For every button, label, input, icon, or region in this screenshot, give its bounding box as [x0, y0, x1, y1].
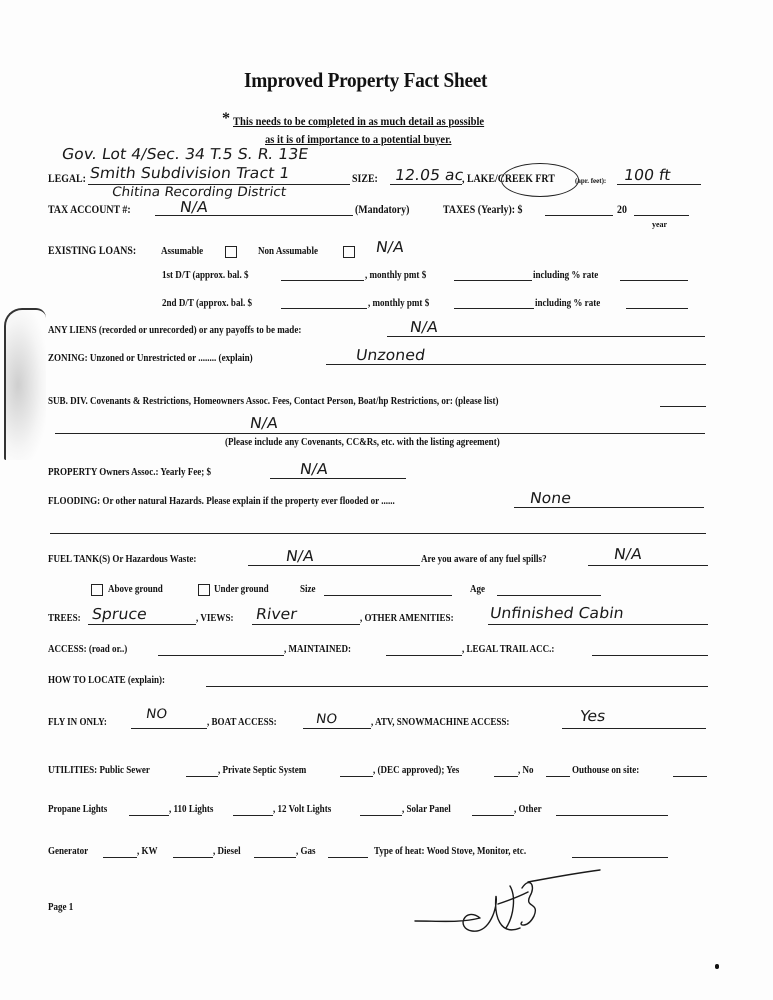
septic-field[interactable] — [340, 776, 373, 777]
dec-no-field[interactable] — [546, 776, 570, 777]
volt-12-field[interactable] — [360, 815, 402, 816]
poa-value: N/A — [298, 460, 330, 478]
first-dt-balance-field[interactable] — [281, 280, 364, 281]
gas-label: , Gas — [296, 846, 316, 857]
utilities-label: UTILITIES: Public Sewer — [48, 765, 150, 776]
tank-age-label: Age — [470, 584, 486, 595]
locate-field[interactable] — [206, 686, 708, 687]
creek-circle-mark — [501, 163, 579, 197]
frontage-field[interactable] — [617, 184, 701, 185]
subdiv-value: N/A — [248, 414, 280, 432]
views-value: River — [254, 605, 299, 623]
access-label: ACCESS: (road or..) — [48, 644, 128, 655]
non-assumable-checkbox[interactable] — [343, 246, 355, 258]
first-dt-label: 1st D/T (approx. bal. $ — [162, 270, 249, 281]
taxes-label: TAXES (Yearly): $ — [443, 204, 523, 216]
views-field[interactable] — [252, 624, 360, 625]
heat-type-label: Type of heat: Wood Stove, Monitor, etc. — [374, 846, 527, 857]
above-ground-checkbox[interactable] — [91, 584, 103, 596]
under-ground-checkbox[interactable] — [198, 584, 210, 596]
access-field[interactable] — [158, 655, 284, 656]
second-dt-rate-field[interactable] — [626, 308, 688, 309]
fly-in-field[interactable] — [131, 728, 207, 729]
amenities-value: Unfinished Cabin — [488, 604, 626, 622]
amenities-field[interactable] — [488, 624, 708, 625]
dec-no-label: , No — [518, 765, 534, 776]
assumable-checkbox[interactable] — [225, 246, 237, 258]
under-ground-label: Under ground — [214, 584, 269, 595]
subdiv-note: (Please include any Covenants, CC&Rs, etc. with the listing agreement) — [225, 437, 500, 448]
tax-account-label: TAX ACCOUNT #: — [48, 204, 131, 216]
solar-panel-label: , Solar Panel — [402, 804, 451, 815]
fuel-label: FUEL TANK(S) Or Hazardous Waste: — [48, 554, 197, 565]
maintained-label: , MAINTAINED: — [284, 644, 352, 655]
tax-account-value: N/A — [178, 198, 210, 216]
atv-access-value: Yes — [578, 707, 607, 725]
page-number: Page 1 — [48, 902, 74, 913]
lights-110-label: , 110 Lights — [169, 804, 214, 815]
boat-access-label: , BOAT ACCESS: — [207, 717, 277, 728]
subdiv-field-2[interactable] — [55, 433, 705, 434]
legal-trail-label: , LEGAL TRAIL ACC.: — [462, 644, 555, 655]
taxes-field[interactable] — [545, 215, 613, 216]
outhouse-field[interactable] — [673, 776, 707, 777]
views-label: , VIEWS: — [196, 613, 234, 624]
volt-12-label: , 12 Volt Lights — [273, 804, 332, 815]
public-sewer-field[interactable] — [186, 776, 218, 777]
outhouse-label: Outhouse on site: — [572, 765, 640, 776]
fuel-spills-value: N/A — [612, 545, 644, 563]
flooding-label: FLOODING: Or other natural Hazards. Please explain if the property ever flooded or ...... — [48, 496, 395, 507]
atv-access-label: , ATV, SNOWMACHINE ACCESS: — [371, 717, 510, 728]
kw-label: , KW — [137, 846, 158, 857]
flooding-field[interactable] — [514, 507, 704, 508]
second-dt-balance-field[interactable] — [281, 308, 367, 309]
year-prefix: 20 — [617, 204, 627, 216]
lights-110-field[interactable] — [233, 815, 273, 816]
legal-value: Smith Subdivision Tract 1 — [88, 164, 291, 182]
fuel-field[interactable] — [248, 565, 420, 566]
first-dt-rate-label: including % rate — [533, 270, 599, 281]
size-field[interactable] — [390, 184, 462, 185]
generator-field[interactable] — [103, 857, 137, 858]
lake-creek-label: , LAKE/CREEK FRT — [462, 173, 555, 185]
second-dt-label: 2nd D/T (approx. bal. $ — [162, 298, 253, 309]
size-label: SIZE: — [352, 173, 378, 185]
legal-hand-below: Chitina Recording District — [110, 185, 288, 200]
apr-feet-label: (apr. feet): — [575, 177, 607, 185]
liens-label: ANY LIENS (recorded or unrecorded) or any payoffs to be made: — [48, 325, 302, 336]
heat-type-field[interactable] — [572, 857, 668, 858]
diesel-label: , Diesel — [213, 846, 241, 857]
atv-access-field[interactable] — [562, 728, 706, 729]
poa-label: PROPERTY Owners Assoc.: Yearly Fee; $ — [48, 467, 212, 478]
propane-lights-field[interactable] — [129, 815, 169, 816]
assumable-label: Assumable — [161, 246, 204, 257]
second-dt-monthly-field[interactable] — [454, 308, 534, 309]
loans-value: N/A — [374, 238, 406, 256]
fuel-spills-field[interactable] — [588, 565, 708, 566]
fly-in-label: FLY IN ONLY: — [48, 717, 107, 728]
fuel-spills-label: Are you aware of any fuel spills? — [421, 554, 547, 565]
mandatory-label: (Mandatory) — [355, 204, 410, 216]
subdiv-label: SUB. DIV. Covenants & Restrictions, Homeowners Assoc. Fees, Contact Person, Boat/hp Restrictions, or: (please list) — [48, 396, 499, 407]
liens-field[interactable] — [387, 336, 705, 337]
size-value: 12.05 ac — [393, 166, 465, 184]
fly-in-value: NO — [144, 707, 169, 722]
zoning-value: Unzoned — [354, 346, 427, 364]
signature-initials — [410, 866, 610, 946]
legal-label: LEGAL: — [48, 173, 86, 185]
maintained-field[interactable] — [386, 655, 462, 656]
first-dt-rate-field[interactable] — [620, 280, 688, 281]
non-assumable-label: Non Assumable — [258, 246, 318, 257]
diesel-field[interactable] — [254, 857, 296, 858]
second-dt-monthly-label: , monthly pmt $ — [368, 298, 430, 309]
trees-label: TREES: — [48, 613, 81, 624]
amenities-label: , OTHER AMENITIES: — [360, 613, 454, 624]
generator-label: Generator — [48, 846, 89, 857]
subtitle-line-2: as it is of importance to a potential buyer. — [265, 132, 452, 146]
first-dt-monthly-label: , monthly pmt $ — [365, 270, 427, 281]
fuel-value: N/A — [284, 547, 316, 565]
tank-size-label: Size — [300, 584, 316, 595]
zoning-field[interactable] — [326, 364, 706, 365]
flooding-field-2[interactable] — [50, 533, 706, 534]
locate-label: HOW TO LOCATE (explain): — [48, 675, 166, 686]
asterisk: * — [222, 110, 230, 127]
propane-lights-label: Propane Lights — [48, 804, 108, 815]
poa-field[interactable] — [270, 478, 406, 479]
frontage-value: 100 ft — [622, 166, 672, 184]
year-caption: year — [652, 220, 668, 229]
legal-hand-above: Gov. Lot 4/Sec. 34 T.5 S. R. 13E — [60, 145, 310, 163]
tank-size-field[interactable] — [324, 595, 452, 596]
other-label: , Other — [514, 804, 542, 815]
trees-field[interactable] — [88, 624, 196, 625]
septic-label: , Private Septic System — [218, 765, 307, 776]
page-title: Improved Property Fact Sheet — [244, 68, 488, 92]
zoning-label: ZONING: Unzoned or Unrestricted or ........ (explain) — [48, 353, 253, 364]
subdiv-field-1[interactable] — [660, 406, 706, 407]
second-dt-rate-label: including % rate — [535, 298, 601, 309]
legal-trail-field[interactable] — [592, 655, 708, 656]
boat-access-field[interactable] — [303, 728, 371, 729]
boat-access-value: NO — [314, 712, 339, 727]
flooding-value: None — [528, 489, 573, 507]
kw-field[interactable] — [173, 857, 213, 858]
first-dt-monthly-field[interactable] — [454, 280, 532, 281]
year-field[interactable] — [634, 215, 689, 216]
tank-age-field[interactable] — [497, 595, 601, 596]
dec-yes-label: , (DEC approved); Yes — [373, 765, 460, 776]
dec-yes-field[interactable] — [494, 776, 518, 777]
scan-smudge — [4, 308, 46, 460]
above-ground-label: Above ground — [108, 584, 163, 595]
subtitle-line-1: This needs to be completed in as much detail as possible — [233, 114, 485, 128]
solar-panel-field[interactable] — [472, 815, 514, 816]
existing-loans-label: EXISTING LOANS: — [48, 245, 137, 257]
liens-value: N/A — [408, 318, 440, 336]
other-field[interactable] — [556, 815, 668, 816]
gas-field[interactable] — [328, 857, 368, 858]
trees-value: Spruce — [90, 605, 149, 623]
scan-speck — [715, 964, 719, 969]
